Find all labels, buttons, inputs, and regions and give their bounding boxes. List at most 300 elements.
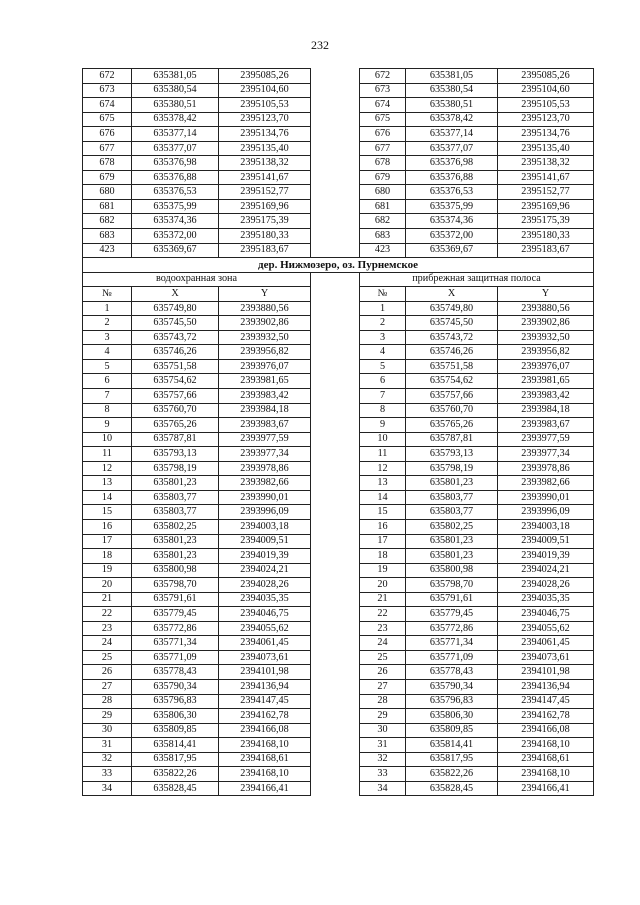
- x-coordinate-left: 635372,00: [132, 229, 219, 244]
- x-coordinate-right: 635779,45: [406, 607, 498, 622]
- table-row: [83, 69, 594, 84]
- table-row: [83, 461, 594, 476]
- x-coordinate-right: 635376,98: [406, 156, 498, 171]
- y-coordinate-right: 2393932,50: [498, 330, 594, 345]
- y-coordinate-left: 2393977,34: [219, 447, 311, 462]
- table-row: [83, 199, 594, 214]
- point-number-right: 21: [360, 592, 406, 607]
- header-x-right: X: [406, 287, 498, 302]
- column-gap: [311, 243, 360, 258]
- y-coordinate-left: 2393984,18: [219, 403, 311, 418]
- column-gap: [311, 127, 360, 142]
- column-gap: [311, 752, 360, 767]
- point-number-left: 674: [83, 98, 132, 113]
- x-coordinate-right: 635796,83: [406, 694, 498, 709]
- table-row: [83, 490, 594, 505]
- point-number-right: 24: [360, 636, 406, 651]
- column-gap: [311, 98, 360, 113]
- point-number-right: 672: [360, 69, 406, 84]
- section-title-row: [83, 258, 594, 273]
- y-coordinate-left: 2394061,45: [219, 636, 311, 651]
- column-gap: [311, 461, 360, 476]
- point-number-left: 34: [83, 781, 132, 796]
- point-number-right: 19: [360, 563, 406, 578]
- table-row: [83, 301, 594, 316]
- y-coordinate-left: 2393983,67: [219, 418, 311, 433]
- point-number-right: 10: [360, 432, 406, 447]
- table-row: [83, 621, 594, 636]
- y-coordinate-right: 2395138,32: [498, 156, 594, 171]
- x-coordinate-right: 635771,34: [406, 636, 498, 651]
- x-coordinate-right: 635817,95: [406, 752, 498, 767]
- point-number-left: 3: [83, 330, 132, 345]
- point-number-left: 24: [83, 636, 132, 651]
- y-coordinate-left: 2394003,18: [219, 519, 311, 534]
- x-coordinate-left: 635771,34: [132, 636, 219, 651]
- point-number-right: 4: [360, 345, 406, 360]
- x-coordinate-left: 635772,86: [132, 621, 219, 636]
- y-coordinate-left: 2394035,35: [219, 592, 311, 607]
- table-row: [83, 316, 594, 331]
- x-coordinate-right: 635814,41: [406, 738, 498, 753]
- point-number-left: 22: [83, 607, 132, 622]
- x-coordinate-left: 635743,72: [132, 330, 219, 345]
- y-coordinate-right: 2395180,33: [498, 229, 594, 244]
- x-coordinate-left: 635801,23: [132, 476, 219, 491]
- x-coordinate-right: 635822,26: [406, 767, 498, 782]
- table-row: [83, 476, 594, 491]
- x-coordinate-left: 635749,80: [132, 301, 219, 316]
- table-row: [83, 738, 594, 753]
- table-row: [83, 170, 594, 185]
- x-coordinate-left: 635793,13: [132, 447, 219, 462]
- x-coordinate-left: 635380,51: [132, 98, 219, 113]
- table-row: [83, 156, 594, 171]
- point-number-right: 680: [360, 185, 406, 200]
- x-coordinate-left: 635771,09: [132, 650, 219, 665]
- x-coordinate-right: 635798,19: [406, 461, 498, 476]
- table-row: [83, 229, 594, 244]
- x-coordinate-left: 635751,58: [132, 359, 219, 374]
- table-row: [83, 141, 594, 156]
- y-coordinate-left: 2394055,62: [219, 621, 311, 636]
- table-row: [83, 636, 594, 651]
- x-coordinate-right: 635751,58: [406, 359, 498, 374]
- y-coordinate-left: 2395134,76: [219, 127, 311, 142]
- x-coordinate-left: 635376,98: [132, 156, 219, 171]
- point-number-right: 7: [360, 389, 406, 404]
- y-coordinate-right: 2393977,59: [498, 432, 594, 447]
- y-coordinate-right: 2394055,62: [498, 621, 594, 636]
- x-coordinate-left: 635377,07: [132, 141, 219, 156]
- point-number-left: 31: [83, 738, 132, 753]
- table-row: [83, 519, 594, 534]
- column-gap: [311, 69, 360, 84]
- table-row: [83, 723, 594, 738]
- y-coordinate-left: 2395183,67: [219, 243, 311, 258]
- point-number-right: 683: [360, 229, 406, 244]
- header-x-left: X: [132, 287, 219, 302]
- y-coordinate-right: 2393983,42: [498, 389, 594, 404]
- point-number-right: 17: [360, 534, 406, 549]
- y-coordinate-right: 2395135,40: [498, 141, 594, 156]
- column-gap: [311, 607, 360, 622]
- y-coordinate-left: 2393996,09: [219, 505, 311, 520]
- section-title: дер. Нижмозеро, оз. Пурнемское: [83, 258, 594, 273]
- y-coordinate-left: 2395141,67: [219, 170, 311, 185]
- x-coordinate-left: 635791,61: [132, 592, 219, 607]
- y-coordinate-left: 2393976,07: [219, 359, 311, 374]
- x-coordinate-right: 635745,50: [406, 316, 498, 331]
- point-number-left: 2: [83, 316, 132, 331]
- point-number-right: 13: [360, 476, 406, 491]
- x-coordinate-left: 635790,34: [132, 679, 219, 694]
- table-row: [83, 578, 594, 593]
- y-coordinate-right: 2395105,53: [498, 98, 594, 113]
- y-coordinate-left: 2395085,26: [219, 69, 311, 84]
- column-gap: [311, 650, 360, 665]
- column-gap: [311, 170, 360, 185]
- x-coordinate-left: 635765,26: [132, 418, 219, 433]
- section-header-group: [83, 258, 594, 302]
- x-coordinate-left: 635746,26: [132, 345, 219, 360]
- x-coordinate-left: 635796,83: [132, 694, 219, 709]
- table-row: [83, 432, 594, 447]
- column-gap: [311, 199, 360, 214]
- table-row: [83, 185, 594, 200]
- point-number-right: 675: [360, 112, 406, 127]
- coordinates-table: [82, 68, 594, 796]
- y-coordinate-left: 2394166,08: [219, 723, 311, 738]
- point-number-left: 678: [83, 156, 132, 171]
- y-coordinate-left: 2395104,60: [219, 83, 311, 98]
- column-gap: [311, 723, 360, 738]
- y-coordinate-right: 2393996,09: [498, 505, 594, 520]
- point-number-left: 681: [83, 199, 132, 214]
- y-coordinate-left: 2395180,33: [219, 229, 311, 244]
- x-coordinate-right: 635803,77: [406, 490, 498, 505]
- y-coordinate-right: 2394028,26: [498, 578, 594, 593]
- point-number-left: 23: [83, 621, 132, 636]
- y-coordinate-right: 2394009,51: [498, 534, 594, 549]
- y-coordinate-right: 2395123,70: [498, 112, 594, 127]
- table-row: [83, 98, 594, 113]
- table-row: [83, 447, 594, 462]
- y-coordinate-right: 2395104,60: [498, 83, 594, 98]
- x-coordinate-left: 635787,81: [132, 432, 219, 447]
- x-coordinate-right: 635771,09: [406, 650, 498, 665]
- point-number-left: 25: [83, 650, 132, 665]
- point-number-left: 677: [83, 141, 132, 156]
- table-row: [83, 418, 594, 433]
- column-gap: [311, 738, 360, 753]
- point-number-right: 673: [360, 83, 406, 98]
- point-number-left: 26: [83, 665, 132, 680]
- coastal-protection-strip-title: прибрежная защитная полоса: [360, 272, 594, 287]
- y-coordinate-right: 2394003,18: [498, 519, 594, 534]
- x-coordinate-left: 635798,19: [132, 461, 219, 476]
- point-number-right: 681: [360, 199, 406, 214]
- table-row: [83, 679, 594, 694]
- point-number-right: 1: [360, 301, 406, 316]
- table-row: [83, 359, 594, 374]
- point-number-left: 676: [83, 127, 132, 142]
- x-coordinate-left: 635828,45: [132, 781, 219, 796]
- x-coordinate-left: 635798,70: [132, 578, 219, 593]
- table-row: [83, 389, 594, 404]
- top-rows-group: [83, 69, 594, 258]
- x-coordinate-right: 635772,86: [406, 621, 498, 636]
- x-coordinate-left: 635760,70: [132, 403, 219, 418]
- y-coordinate-right: 2394168,61: [498, 752, 594, 767]
- x-coordinate-left: 635757,66: [132, 389, 219, 404]
- point-number-right: 679: [360, 170, 406, 185]
- table-row: [83, 709, 594, 724]
- x-coordinate-right: 635369,67: [406, 243, 498, 258]
- column-header-row: [83, 287, 594, 302]
- point-number-left: 6: [83, 374, 132, 389]
- y-coordinate-right: 2394101,98: [498, 665, 594, 680]
- x-coordinate-right: 635790,34: [406, 679, 498, 694]
- column-gap: [311, 534, 360, 549]
- point-number-right: 26: [360, 665, 406, 680]
- point-number-left: 680: [83, 185, 132, 200]
- point-number-right: 5: [360, 359, 406, 374]
- point-number-left: 7: [83, 389, 132, 404]
- y-coordinate-left: 2394168,61: [219, 752, 311, 767]
- table-row: [83, 665, 594, 680]
- y-coordinate-left: 2393981,65: [219, 374, 311, 389]
- table-row: [83, 650, 594, 665]
- point-number-left: 17: [83, 534, 132, 549]
- y-coordinate-right: 2395134,76: [498, 127, 594, 142]
- point-number-right: 12: [360, 461, 406, 476]
- table-row: [83, 374, 594, 389]
- x-coordinate-right: 635801,23: [406, 534, 498, 549]
- table-row: [83, 781, 594, 796]
- point-number-left: 15: [83, 505, 132, 520]
- y-coordinate-right: 2393978,86: [498, 461, 594, 476]
- column-gap: [311, 112, 360, 127]
- point-number-right: 20: [360, 578, 406, 593]
- point-number-right: 22: [360, 607, 406, 622]
- y-coordinate-left: 2394019,39: [219, 549, 311, 564]
- point-number-right: 16: [360, 519, 406, 534]
- column-gap: [311, 301, 360, 316]
- point-number-right: 23: [360, 621, 406, 636]
- y-coordinate-right: 2393983,67: [498, 418, 594, 433]
- water-protection-zone-title: водоохранная зона: [83, 272, 311, 287]
- column-gap: [311, 287, 360, 302]
- y-coordinate-right: 2395175,39: [498, 214, 594, 229]
- x-coordinate-right: 635801,23: [406, 476, 498, 491]
- point-number-right: 676: [360, 127, 406, 142]
- y-coordinate-left: 2393983,42: [219, 389, 311, 404]
- x-coordinate-right: 635757,66: [406, 389, 498, 404]
- column-gap: [311, 694, 360, 709]
- x-coordinate-right: 635376,53: [406, 185, 498, 200]
- column-gap: [311, 272, 360, 287]
- x-coordinate-left: 635801,23: [132, 534, 219, 549]
- point-number-left: 19: [83, 563, 132, 578]
- point-number-left: 33: [83, 767, 132, 782]
- y-coordinate-left: 2393880,56: [219, 301, 311, 316]
- y-coordinate-right: 2394073,61: [498, 650, 594, 665]
- x-coordinate-right: 635828,45: [406, 781, 498, 796]
- y-coordinate-right: 2394061,45: [498, 636, 594, 651]
- x-coordinate-right: 635791,61: [406, 592, 498, 607]
- column-gap: [311, 389, 360, 404]
- y-coordinate-right: 2395152,77: [498, 185, 594, 200]
- x-coordinate-right: 635809,85: [406, 723, 498, 738]
- x-coordinate-right: 635765,26: [406, 418, 498, 433]
- x-coordinate-left: 635375,99: [132, 199, 219, 214]
- point-number-right: 8: [360, 403, 406, 418]
- x-coordinate-right: 635803,77: [406, 505, 498, 520]
- column-gap: [311, 679, 360, 694]
- x-coordinate-right: 635377,07: [406, 141, 498, 156]
- x-coordinate-left: 635377,14: [132, 127, 219, 142]
- y-coordinate-left: 2395138,32: [219, 156, 311, 171]
- point-number-left: 14: [83, 490, 132, 505]
- x-coordinate-left: 635778,43: [132, 665, 219, 680]
- x-coordinate-left: 635806,30: [132, 709, 219, 724]
- y-coordinate-right: 2394147,45: [498, 694, 594, 709]
- x-coordinate-left: 635380,54: [132, 83, 219, 98]
- x-coordinate-right: 635378,42: [406, 112, 498, 127]
- y-coordinate-left: 2394147,45: [219, 694, 311, 709]
- point-number-right: 423: [360, 243, 406, 258]
- x-coordinate-right: 635798,70: [406, 578, 498, 593]
- y-coordinate-right: 2393990,01: [498, 490, 594, 505]
- y-coordinate-left: 2393990,01: [219, 490, 311, 505]
- point-number-right: 6: [360, 374, 406, 389]
- point-number-right: 3: [360, 330, 406, 345]
- x-coordinate-left: 635803,77: [132, 505, 219, 520]
- point-number-right: 33: [360, 767, 406, 782]
- y-coordinate-right: 2394166,41: [498, 781, 594, 796]
- y-coordinate-right: 2394168,10: [498, 767, 594, 782]
- column-gap: [311, 330, 360, 345]
- main-rows-group: [83, 301, 594, 796]
- point-number-right: 9: [360, 418, 406, 433]
- table-row: [83, 752, 594, 767]
- x-coordinate-right: 635381,05: [406, 69, 498, 84]
- header-number-left: №: [83, 287, 132, 302]
- column-gap: [311, 156, 360, 171]
- y-coordinate-right: 2394046,75: [498, 607, 594, 622]
- y-coordinate-left: 2395175,39: [219, 214, 311, 229]
- point-number-left: 1: [83, 301, 132, 316]
- y-coordinate-left: 2394101,98: [219, 665, 311, 680]
- point-number-left: 675: [83, 112, 132, 127]
- column-gap: [311, 418, 360, 433]
- point-number-right: 11: [360, 447, 406, 462]
- column-gap: [311, 403, 360, 418]
- header-y-left: Y: [219, 287, 311, 302]
- column-gap: [311, 781, 360, 796]
- point-number-left: 10: [83, 432, 132, 447]
- column-gap: [311, 374, 360, 389]
- point-number-right: 15: [360, 505, 406, 520]
- table-row: [83, 214, 594, 229]
- x-coordinate-left: 635809,85: [132, 723, 219, 738]
- point-number-left: 5: [83, 359, 132, 374]
- x-coordinate-right: 635793,13: [406, 447, 498, 462]
- point-number-right: 31: [360, 738, 406, 753]
- y-coordinate-left: 2395169,96: [219, 199, 311, 214]
- point-number-right: 34: [360, 781, 406, 796]
- point-number-left: 28: [83, 694, 132, 709]
- y-coordinate-left: 2394168,10: [219, 767, 311, 782]
- page-number: 232: [311, 38, 329, 52]
- column-gap: [311, 549, 360, 564]
- y-coordinate-right: 2393956,82: [498, 345, 594, 360]
- y-coordinate-left: 2393977,59: [219, 432, 311, 447]
- x-coordinate-left: 635800,98: [132, 563, 219, 578]
- x-coordinate-right: 635743,72: [406, 330, 498, 345]
- x-coordinate-right: 635778,43: [406, 665, 498, 680]
- point-number-left: 672: [83, 69, 132, 84]
- y-coordinate-right: 2394019,39: [498, 549, 594, 564]
- table-row: [83, 127, 594, 142]
- y-coordinate-left: 2393932,50: [219, 330, 311, 345]
- x-coordinate-left: 635381,05: [132, 69, 219, 84]
- x-coordinate-right: 635754,62: [406, 374, 498, 389]
- point-number-right: 674: [360, 98, 406, 113]
- x-coordinate-left: 635822,26: [132, 767, 219, 782]
- column-gap: [311, 636, 360, 651]
- column-gap: [311, 578, 360, 593]
- x-coordinate-right: 635806,30: [406, 709, 498, 724]
- point-number-left: 32: [83, 752, 132, 767]
- table-row: [83, 549, 594, 564]
- y-coordinate-left: 2395123,70: [219, 112, 311, 127]
- table-row: [83, 345, 594, 360]
- zone-title-row: [83, 272, 594, 287]
- table-row: [83, 694, 594, 709]
- column-gap: [311, 490, 360, 505]
- y-coordinate-right: 2393977,34: [498, 447, 594, 462]
- point-number-left: 12: [83, 461, 132, 476]
- column-gap: [311, 83, 360, 98]
- table-row: [83, 403, 594, 418]
- column-gap: [311, 432, 360, 447]
- point-number-right: 14: [360, 490, 406, 505]
- y-coordinate-left: 2394168,10: [219, 738, 311, 753]
- y-coordinate-right: 2394136,94: [498, 679, 594, 694]
- y-coordinate-left: 2393978,86: [219, 461, 311, 476]
- point-number-right: 18: [360, 549, 406, 564]
- y-coordinate-right: 2394162,78: [498, 709, 594, 724]
- y-coordinate-left: 2393902,86: [219, 316, 311, 331]
- y-coordinate-left: 2393956,82: [219, 345, 311, 360]
- y-coordinate-left: 2394166,41: [219, 781, 311, 796]
- y-coordinate-right: 2394024,21: [498, 563, 594, 578]
- column-gap: [311, 447, 360, 462]
- header-y-right: Y: [498, 287, 594, 302]
- y-coordinate-right: 2394168,10: [498, 738, 594, 753]
- table-row: [83, 330, 594, 345]
- column-gap: [311, 316, 360, 331]
- y-coordinate-right: 2393880,56: [498, 301, 594, 316]
- point-number-left: 679: [83, 170, 132, 185]
- point-number-right: 2: [360, 316, 406, 331]
- point-number-left: 423: [83, 243, 132, 258]
- x-coordinate-right: 635801,23: [406, 549, 498, 564]
- y-coordinate-left: 2394073,61: [219, 650, 311, 665]
- y-coordinate-left: 2395135,40: [219, 141, 311, 156]
